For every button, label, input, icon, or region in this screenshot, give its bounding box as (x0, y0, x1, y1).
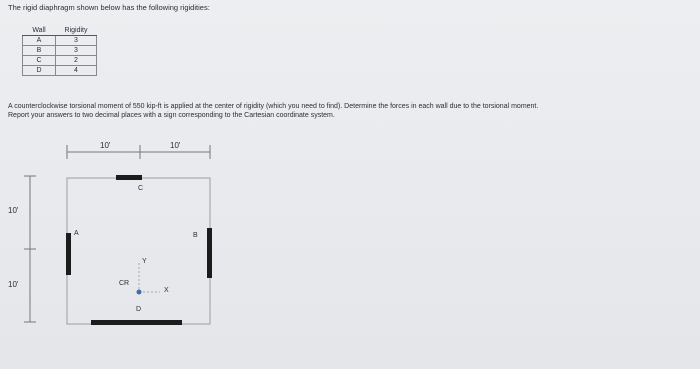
rigidity-cell: 3 (56, 46, 97, 56)
wall-c-bar (116, 175, 142, 180)
rigidity-cell: 4 (56, 66, 97, 76)
dim-top-left-label: 10' (100, 141, 111, 150)
diaphragm-outline (67, 178, 210, 324)
intro-text: The rigid diaphragm shown below has the following rigidities: (8, 3, 210, 12)
rigidity-cell: 3 (56, 36, 97, 46)
dim-side-top-label: 10' (8, 206, 19, 215)
wall-a-label: A (74, 230, 79, 237)
dim-top-right-label: 10' (170, 141, 181, 150)
wall-cell: C (23, 56, 56, 66)
problem-line-2: Report your answers to two decimal places with a sign corresponding to the Cartesian coordinate system. (8, 112, 335, 119)
y-axis-label: Y (142, 258, 147, 265)
header-rigidity: Rigidity (56, 27, 97, 36)
wall-cell: A (23, 36, 56, 46)
problem-line-1: A counterclockwise torsional moment of 550 kip-ft is applied at the center of rigidity (which you need to find). Determine the forces in each wall due to the torsional moment. (8, 103, 539, 110)
dim-side-bottom-label: 10' (8, 280, 19, 289)
cr-point (137, 290, 142, 295)
wall-d-bar (91, 320, 182, 325)
wall-b-label: B (193, 232, 198, 239)
wall-c-label: C (138, 185, 144, 192)
wall-cell: D (23, 66, 56, 76)
wall-cell: B (23, 46, 56, 56)
wall-b-bar (207, 228, 212, 278)
wall-a-bar (66, 233, 71, 275)
wall-d-label: D (136, 306, 142, 313)
cr-label: CR (119, 280, 130, 287)
header-wall: Wall (23, 27, 56, 36)
x-axis-label: X (164, 287, 169, 294)
rigidity-cell: 2 (56, 56, 97, 66)
